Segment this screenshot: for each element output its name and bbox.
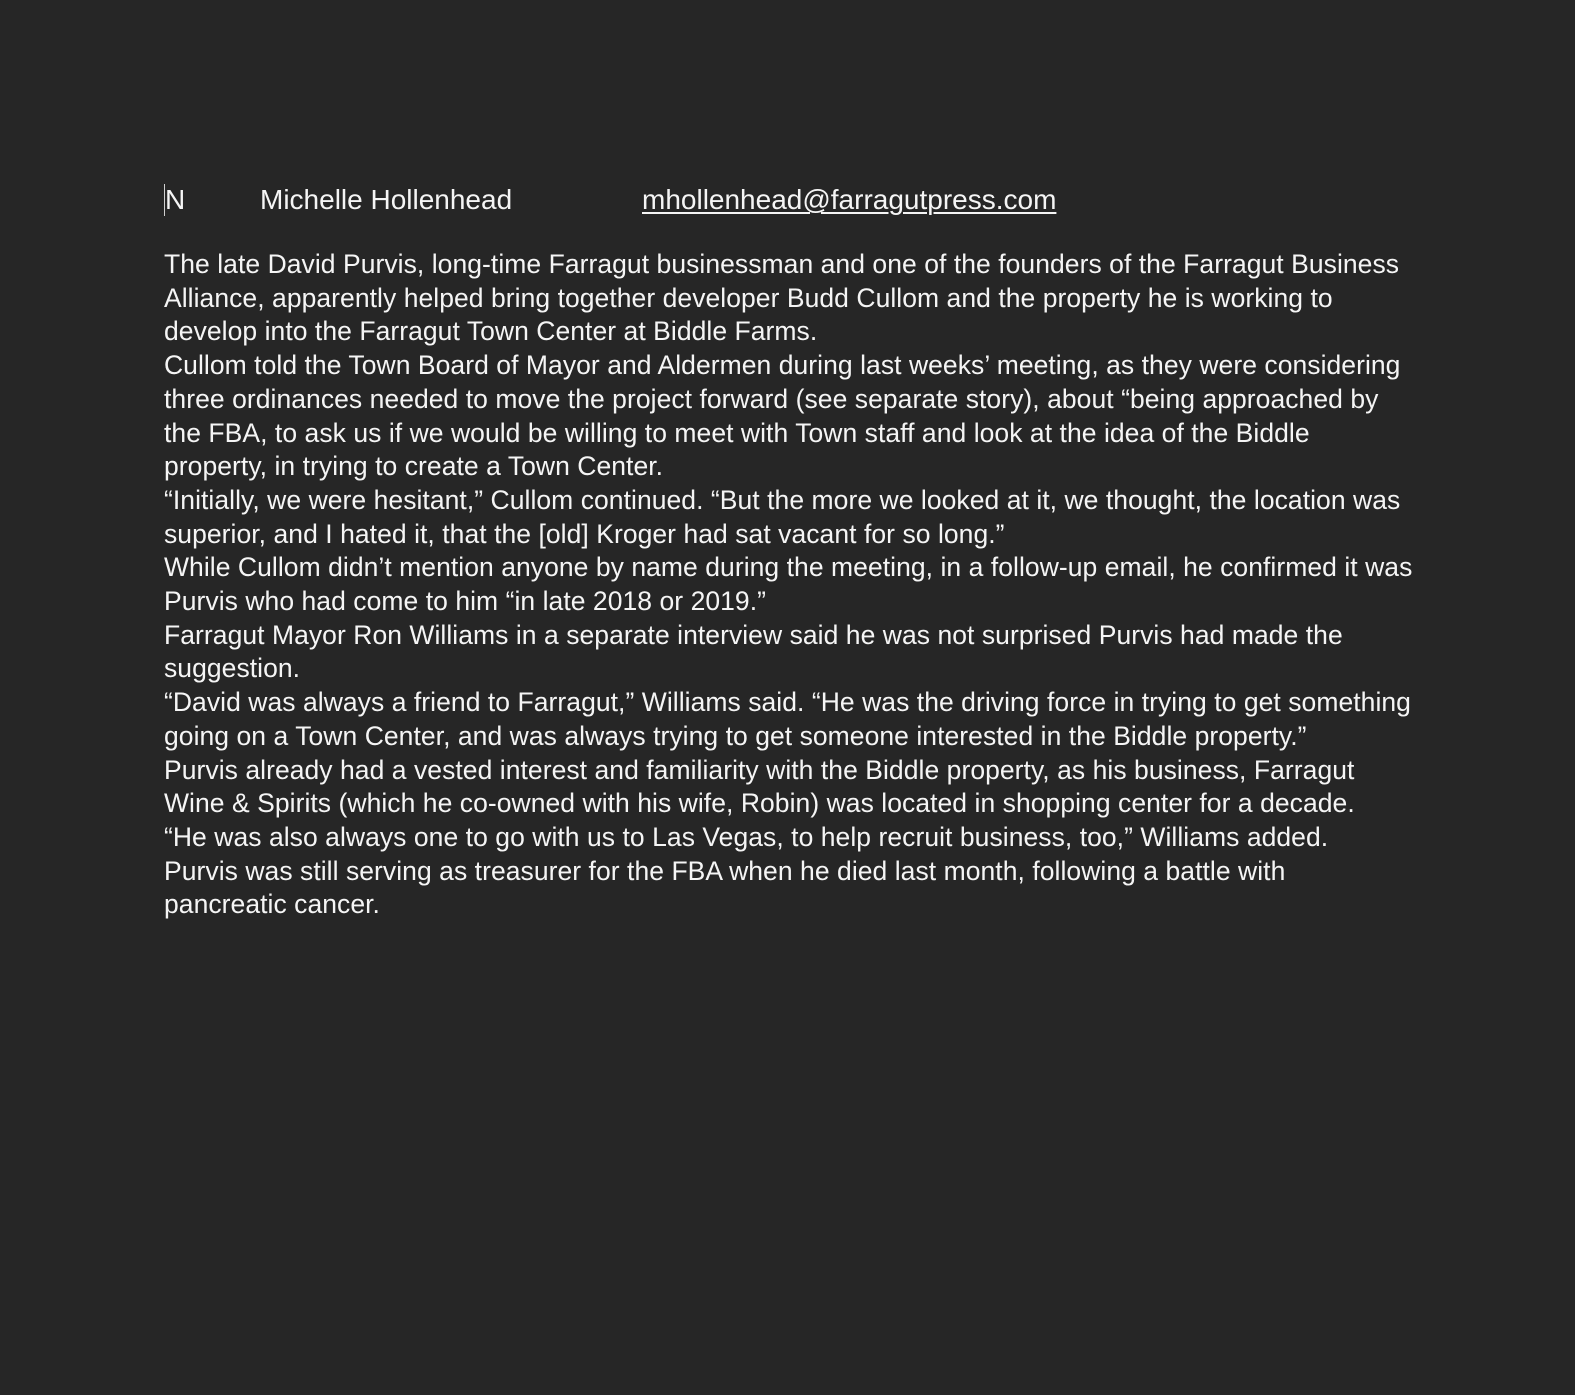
article-body (164, 248, 1414, 922)
paragraph: “He was also always one to go with us to Las Vegas, to help recruit business, too,” Williams added. (164, 821, 1329, 852)
paragraph: “Initially, we were hesitant,” Cullom continued. “But the more we looked at it, we thought, the location was superior, and I hated it, that the [old] Kroger had sat vacant for so long.” (164, 484, 1401, 549)
paragraph: Cullom told the Town Board of Mayor and Aldermen during last weeks’ meeting, as they were considering three ordinances needed to move the project forward (see separate story), about “being approached by the FBA, to ask us if we would be willing to meet with Town staff and look at the idea of the Biddle property, in trying to create a Town Center. (164, 350, 1401, 482)
byline-author: Michelle Hollenhead (260, 184, 513, 215)
paragraph: The late David Purvis, long-time Farragut businessman and one of the founders of the Farragut Business Alliance, apparently helped bring together developer Budd Cullom and the property he is working to develop into the Farragut Town Center at Biddle Farms. (164, 249, 1400, 347)
paragraph: Purvis was still serving as treasurer for the FBA when he died last month, following a battle with pancreatic cancer. (164, 855, 1286, 920)
paragraph: Purvis already had a vested interest and familiarity with the Biddle property, as his business, Farragut Wine & Spirits (which he co-owned with his wife, Robin) was located in shopping center for a decade. (164, 754, 1355, 819)
byline-initial: N (165, 184, 186, 215)
paragraph: Farragut Mayor Ron Williams in a separate interview said he was not surprised Purvis had made the suggestion. (164, 619, 1343, 684)
paragraph: While Cullom didn’t mention anyone by name during the meeting, in a follow-up email, he confirmed it was Purvis who had come to him “in late 2018 or 2019.” (164, 552, 1413, 617)
document-page[interactable] (164, 180, 1414, 922)
paragraph: “David was always a friend to Farragut,” Williams said. “He was the driving force in trying to get something going on a Town Center, and was always trying to get someone interested in the Biddle property.” (164, 687, 1411, 751)
byline (164, 180, 1414, 220)
author-email-link[interactable]: mhollenhead@farragutpress.com (642, 184, 1057, 215)
